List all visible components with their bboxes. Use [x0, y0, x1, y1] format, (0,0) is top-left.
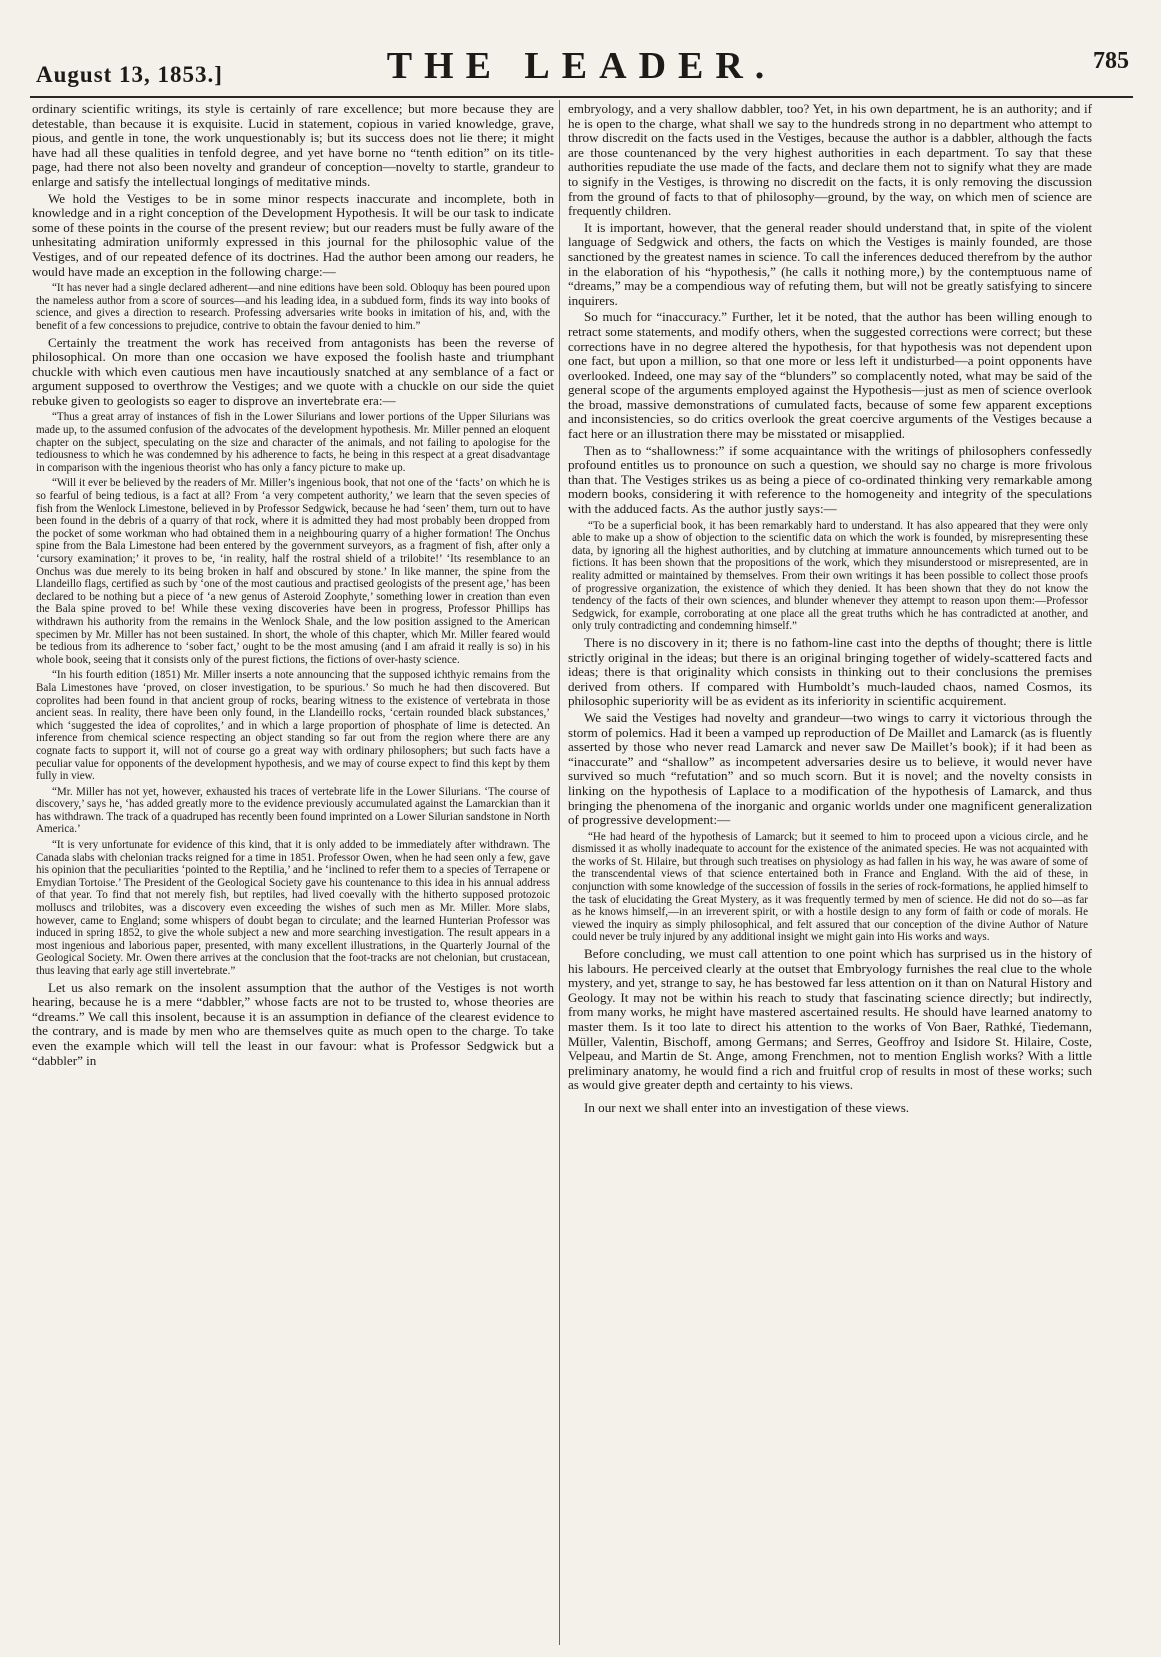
block-quote: “It is very unfortunate for evidence of this kind, that it is only added to be immediately after withdrawn. The Canada slabs with chelonian tracks reigned for a time in 1851. Professor Owen, when he had seen only a few, gave his opinion that the peculiarities ‘pointed to the Reptilia,’ and he ‘inclined to refer them to a species of Terrapene or Emydian Tortoise.’ The President of the Geological Society gave his countenance to this idea in his annual address of that year. To find that not merely fish, but reptiles, had lived coevally with the hitherto supposed protozoic molluscs and trilobites, was a discovery even exceeding the wishes of such men as Mr. Miller. More slabs, however, came to England; some whispers of doubt began to circulate; and the learned Hunterian Professor was induced in spring 1852, to give the whole subject a new and more searching investigation. The result appears in a most ingenious and laborious paper, presented, with many excellent illustrations, in the Quarterly Journal of the Geological Society. Mr. Owen there arrives at the conclusion that the foot-tracks are not chelonian, but crustacean, thus leaving that early age still invertebrate.”	[36, 839, 550, 977]
paragraph: It is important, however, that the general reader should understand that, in spite of the violent language of Sedgwick and others, the facts on which the Vestiges is mainly founded, are those sanctioned by the greatest names in science. To call the inferences deduced therefrom by the author in the elaboration of his “hypothesis,” (he calls it nothing more,) by the contemptuous name of “dreams,” may be a compendious way of refuting them, but will not be greatly satisfying to sincere inquirers.	[568, 219, 1092, 308]
page-number: 785	[1093, 48, 1129, 74]
block-quote: “In his fourth edition (1851) Mr. Miller inserts a note announcing that the supposed ichthyic remains from the Bala Limestones have ‘proved, on closer investigation, to be spurious.’ So much he had then discovered. But coprolites had been found in that ancient group of rocks, bearing witness to the existence of vertebrata in those ancient seas. In reality, there have been only found, in the Llandeillo rocks, ‘certain rounded black substances,’ which ‘suggested the idea of coprolites,’ and in which a large proportion of phosphate of lime is detected. An inference from chemical science respecting an object standing so far out from the region where there are any cognate facts to support it, will not of course go a great way with ordinary philosophers; but such facts have a peculiar value for opponents of the development hypothesis, and we may of course expect to find this kept by them fully in view.	[36, 669, 550, 783]
paragraph: There is no discovery in it; there is no fathom-line cast into the depths of thought; there is little strictly original in the ideas; but there is an original bringing together of widely-scattered facts and ideas; there is that originality which consists in thinking out to their conclusions the premises derived from others. If compared with Humboldt’s much-lauded chaos, named Cosmos, its philosophic superiority will be as evident as its inferiority in scientific acquirement.	[568, 634, 1092, 709]
paragraph: ordinary scientific writings, its style is certainly of rare excellence; but more because they are detestable, than because it is exquisite. Lucid in statement, copious in varied knowledge, grave, pious, and gentle in tone, the work unquestionably is; but its success does not lie there; it might have had all these qualities in tenfold degree, and yet have borne no “tenth edition” on its title-page, had there not also been novelty and grandeur of conception—novelty to startle, grandeur to enlarge and satisfy the intellectual longings of meditative minds.	[32, 102, 554, 189]
right-column	[568, 102, 1092, 1642]
block-quote: “It has never had a single declared adherent—and nine editions have been sold. Obloquy has been poured upon the nameless author from a score of sources—and his leading idea, in a subdued form, finds its way into books of science, and gives a direction to research. Professing adversaries write books in imitation of his, and, with the benefit of a few concessions to prejudice, contrive to obtain the favour denied to him.”	[36, 282, 550, 332]
masthead	[30, 40, 1133, 98]
paragraph: We hold the Vestiges to be in some minor respects inaccurate and incomplete, both in knowledge and in a right conception of the Development Hypothesis. It will be our task to indicate some of these points in the course of the present review; but our readers must be fully aware of the unhesitating admiration uniformly expressed in this journal for the philosophic value of the Vestiges, and of our repeated defence of its doctrines. Had the author been among our readers, he would have made an exception in the following charge:—	[32, 190, 554, 279]
block-quote: “To be a superficial book, it has been remarkably hard to understand. It has also appeared that they were only able to make up a show of objection to the scientific data on which the work is founded, by misrepresenting these data, by ignoring all the highest authorities, and by clutching at immature announcements which turned out to be fictions. It has been shown that the propositions of the work, which they misunderstood or misrepresented, are in reality admitted or maintained by themselves. From their own writings it has been possible to collect those proofs of progressive organization, the existence of which they denied. It has been shown that they do not know the tendency of the facts of their own sciences, and blunder whenever they attempt to reason upon them:—Professor Sedgwick, for example, corroborating at one place all the great truths which he has contradicted at another, and only truly contradicting and condemning himself.”	[572, 519, 1088, 633]
block-quote: “Thus a great array of instances of fish in the Lower Silurians and lower portions of the Upper Silurians was made up, to the assumed confusion of the advocates of the development hypothesis. Mr. Miller penned an eloquent chapter on the subject, speculating on the size and character of the animals, and not failing to apologise for the tediousness to which he was condemned by his adherence to facts, he being in this respect at a great disadvantage in comparison with the ingenious theorist who has only a fancy picture to make up.	[36, 411, 550, 474]
block-quote: “He had heard of the hypothesis of Lamarck; but it seemed to him to proceed upon a vicious circle, and he dismissed it as wholly inadequate to account for the existence of the animated species. He was not acquainted with the works of St. Hilaire, but through such treatises on physiology as had fallen in his way, he was aware of some of the transcendental views of that science entertained both in France and England. With the aid of these, in conjunction with some knowledge of the succession of fossils in the series of rock-formations, he applied himself to the task of elucidating the Great Mystery, as it was frequently termed by men of science. He did not do so—as far as he knows himself,—in an irreverent spirit, or with a hostile design to any form of faith or code of morals. He viewed the inquiry as simply philosophical, and felt assured that our conception of the divine Author of Nature could never be truly injured by any additional insight we might gain into His works and ways.	[572, 830, 1088, 944]
publication-title: THE LEADER.	[386, 45, 777, 87]
block-quote: “Mr. Miller has not yet, however, exhausted his traces of vertebrate life in the Lower Silurians. ‘The course of discovery,’ says he, ‘has added greatly more to the evidence previously accumulated against the Lamarckian than it has withdrawn. The track of a quadruped has recently been found imprinted on a Lower Silurian sandstone in North America.’	[36, 785, 550, 836]
paragraph: So much for “inaccuracy.” Further, let it be noted, that the author has been willing enough to retract some statements, and modify others, when the suggested corrections were correct; but these corrections have in no degree altered the hypothesis, for that hypothesis was not dependent upon one fact, but upon a million, so that one more or less left it undisturbed—a point opponents have overlooked. Indeed, one may say of the “blunders” so complacently noted, what may be said of the general scope of the arguments employed against the Hypothesis—just as men of science overlook the broad, massive demonstrations of cumulated facts, because of some few apparent exceptions and inconsistencies, so do critics overlook the great coercive arguments of the Vestiges because a fact here or an illustration there may be misstated or misapplied.	[568, 309, 1092, 442]
paragraph: Let us also remark on the insolent assumption that the author of the Vestiges is not worth hearing, because he is a mere “dabbler,” whose facts are not to be trusted to, whose theories are “dreams.” We call this insolent, because it is an assumption in defiance of the clearest evidence to the contrary, and is made by men who are themselves quite as much open to the charge. To take even the example which will tell the least in our favour: what is Professor Sedgwick but a “dabbler” in	[32, 979, 554, 1068]
paragraph: embryology, and a very shallow dabbler, too? Yet, in his own department, he is an authority; and if he is open to the charge, what shall we say to the hundreds strong in no department who attempt to throw discredit on the facts used in the Vestiges, because the author is a dabbler, although the facts are those countenanced by the very highest authorities in each department. To say that these authorities repudiate the use made of the facts, and declare them not to signify what they are made to signify in the Vestiges, is throwing no discredit on the facts, it is only removing the discussion from the ground of facts to that of philosophy—ground, by the way, on which men of science are frequently children.	[568, 102, 1092, 219]
left-column	[32, 102, 554, 1642]
paragraph: Before concluding, we must call attention to one point which has surprised us in the history of his labours. He perceived clearly at the outset that Embryology furnishes the real clue to the whole mystery, and yet, strange to say, he has bestowed far less attention on it than on Natural History and Geology. It may not be within his reach to study that fascinating science directly; but indirectly, from many works, he might have mastered ascertained results. He should have learned anatomy to master them. Is it too late to direct his attention to the works of Von Baer, Rathké, Tiedemann, Müller, Valentin, Bischoff, among Germans; and Serres, Geoffroy and Isidore St. Hilaire, Coste, Velpeau, and Martin de St. Ange, among Frenchmen, not to mention English works? With a little preliminary anatomy, he would find a rich and fruitful crop of results in most of these works; such as would give greater depth and certainty to his views.	[568, 946, 1092, 1093]
paragraph: Certainly the treatment the work has received from antagonists has been the reverse of philosophical. On more than one occasion we have exposed the foolish haste and triumphant chuckle with which even cautious men have incautiously snatched at any semblance of a fact or argument supposed to overthrow the Vestiges; and we quote with a chuckle on our side the quiet rebuke given to geologists so eager to disprove an invertebrate era:—	[32, 334, 554, 408]
paragraph: We said the Vestiges had novelty and grandeur—two wings to carry it victorious through the storm of polemics. Had it been a vamped up reproduction of De Maillet and Lamarck (as is fluently asserted by those who never read Lamarck and never saw De Maillet’s book); if it had been as “inaccurate” and “shallow” as incompetent adversaries desire us to believe, it would never have survived so much “refutation” and so much scorn. But it is novel; and the novelty consists in linking on the hypothesis of Laplace to a modification of the hypothesis of Lamarck, and thus bringing the phenomena of the inorganic and organic worlds under one magnificent generalization of progressive development:—	[568, 709, 1092, 828]
column-divider	[559, 100, 560, 1645]
closing-line: In our next we shall enter into an investigation of these views.	[584, 1099, 910, 1115]
issue-date: August 13, 1853.]	[36, 62, 223, 87]
paragraph: Then as to “shallowness:” if some acquaintance with the writings of philosophers confessedly profound entitles us to pronounce on such a question, we should say no charge is more frivolous than that. The Vestiges strikes us as being a piece of co-ordinated thinking very remarkable among modern books, considering it with reference to the homogeneity and integrity of the speculations with the adduced facts. As the author justly says:—	[568, 442, 1092, 517]
block-quote: “Will it ever be believed by the readers of Mr. Miller’s ingenious book, that not one of the ‘facts’ on which he is so fearful of being tedious, is a fact at all? From ‘a very competent authority,’ we learn that the seven species of fish from the Wenlock Limestone, believed in by Professor Sedgwick, because he had ‘seen’ them, turn out to have been found in the debris of a quarry of that rock, where it is admitted they had most probably been dropped from the pocket of some workman who had obtained them in a neighbouring quarry of a higher formation! The Onchus spine from the Bala Limestone had been entered by the government surveyors, as a fragment of fish, after only a ‘cursory examination;’ it proves to be, ‘in reality, half the rostral shield of a trilobite!’ ‘Its resemblance to an Onchus was due merely to its being broken in half and obscured by stone.’ In like manner, the spine from the Llandeillo flags, certified as such by ‘one of the most cautious and practised geologists of the present age,’ has been declared to be nothing but a piece of ‘a new genus of Asteroid Zoophyte,’ something lower in creation than even the Bala spine proved to be! While these vexing discoveries have been in progress, Professor Phillips has withdrawn his authority from the remains in the Wenlock Shale, and the low position assigned to the American specimen by Mr. Miller has not been sustained. In short, the whole of this chapter, which Mr. Miller feared would be tedious from its adherence to ‘sober fact,’ ought to be the most amusing (and I am afraid it really is so) in his whole book, seeing that it consists only of the purest fictions, the fictions of over-hasty science.	[36, 477, 550, 666]
